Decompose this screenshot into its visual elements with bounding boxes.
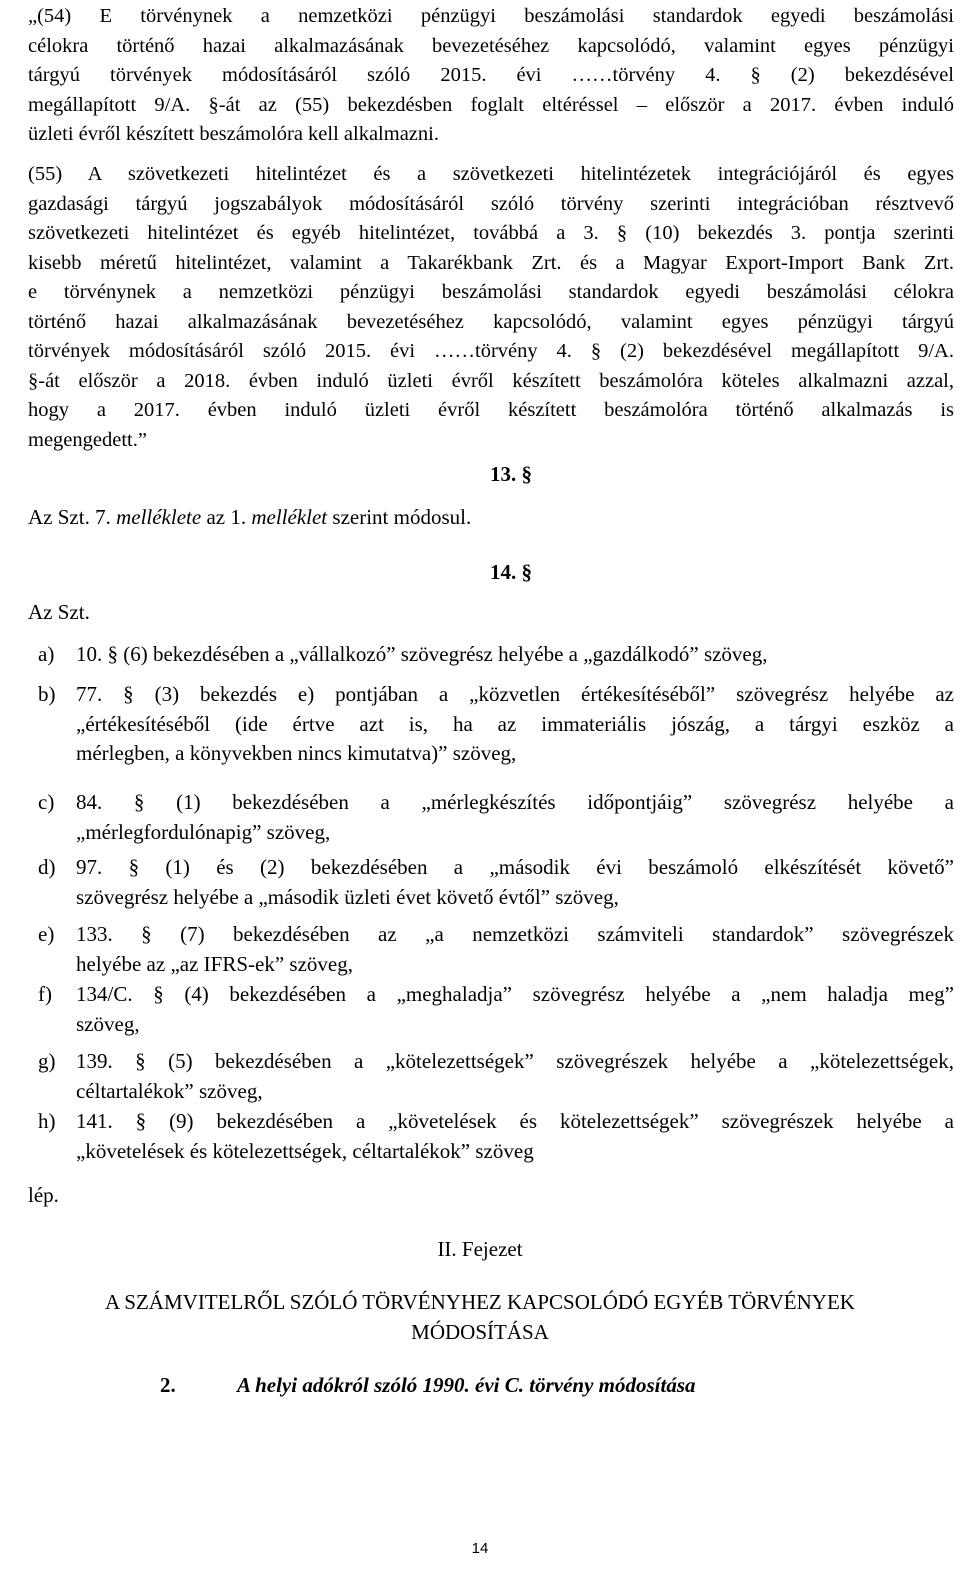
paragraph-line: szövetkezeti hitelintézet és egyéb hitelintézet, továbbá a 3. § (10) bekezdés 3. pontja szerinti bbox=[28, 222, 954, 244]
paragraph-line: §-át először a 2018. évben induló üzleti évről készített beszámolóra köteles alkalmazni azzal, bbox=[28, 369, 954, 392]
paragraph-line: megengedett.” bbox=[28, 428, 147, 451]
subsection-title bbox=[160, 1373, 696, 1398]
item-marker: a) bbox=[38, 642, 55, 666]
item-marker: h) bbox=[38, 1109, 56, 1133]
paragraph-line: célokra történő hazai alkalmazásának bevezetéséhez kapcsolódó, valamint egyes pénzügyi bbox=[28, 34, 954, 57]
paragraph-54 bbox=[28, 2, 954, 150]
chapter-title-line1: A SZÁMVITELRŐL SZÓLÓ TÖRVÉNYHEZ KAPCSOLÓDÓ EGYÉB TÖRVÉNYEK bbox=[105, 1290, 855, 1314]
item-line: szöveg, bbox=[76, 1011, 140, 1036]
item-line: 134/C. § (4) bekezdésében a „meghaladja” szövegrész helyébe a „nem haladja meg” bbox=[76, 982, 954, 1006]
item-line: „mérlegfordulónapig” szöveg, bbox=[76, 819, 331, 844]
item-line: mérlegben, a könyvekben nincs kimutatva)” szöveg, bbox=[76, 741, 517, 765]
item-marker: f) bbox=[38, 982, 52, 1006]
item-marker: g) bbox=[38, 1049, 56, 1073]
section-14-closing: lép. bbox=[28, 1183, 59, 1207]
paragraph-line: hogy a 2017. évben induló üzleti évről készített beszámolóra történő alkalmazás is bbox=[28, 399, 954, 421]
item-line: 139. § (5) bekezdésében a „kötelezettségek” szövegrészek helyébe a „kötelezettségek, bbox=[76, 1049, 954, 1073]
item-line: „követelések és kötelezettségek, céltartalékok” szöveg bbox=[76, 1138, 534, 1163]
paragraph-line: „(54) E törvénynek a nemzetközi pénzügyi beszámolási standardok egyedi beszámolási bbox=[28, 5, 954, 27]
section-13-text: Az Szt. 7. melléklete az 1. melléklet szerint módosul. bbox=[28, 505, 472, 529]
paragraph-line: megállapított 9/A. §-át az (55) bekezdésben foglalt eltéréssel – először a 2017. évben induló bbox=[28, 93, 954, 116]
paragraph-line: e törvénynek a nemzetközi pénzügyi beszámolási standardok egyedi beszámolási célokra bbox=[28, 281, 954, 303]
subsection-number: 2. bbox=[160, 1373, 176, 1397]
item-marker: b) bbox=[38, 682, 56, 706]
item-line: 10. § (6) bekezdésében a „vállalkozó” szövegrész helyébe a „gazdálkodó” szöveg, bbox=[76, 642, 768, 666]
page-number: 14 bbox=[471, 1540, 489, 1557]
item-line: 133. § (7) bekezdésében az „a nemzetközi számviteli standardok” szövegrészek bbox=[76, 922, 954, 946]
paragraph-line: kisebb méretű hitelintézet, valamint a Takarékbank Zrt. és a Magyar Export-Import Bank Zrt. bbox=[28, 251, 954, 274]
item-line: szövegrész helyébe a „második üzleti évet követő évtől” szöveg, bbox=[76, 884, 619, 909]
chapter-title-line2: MÓDOSÍTÁSA bbox=[411, 1320, 549, 1344]
item-line: 77. § (3) bekezdés e) pontjában a „közvetlen értékesítéséből” szövegrész helyébe az bbox=[76, 682, 954, 706]
paragraph-line: történő hazai alkalmazásának bevezetéséhez kapcsolódó, valamint egyes pénzügyi tárgyú bbox=[28, 310, 954, 333]
paragraph-55 bbox=[28, 160, 954, 455]
paragraph-line: üzleti évről készített beszámolóra kell alkalmazni. bbox=[28, 123, 439, 145]
chapter-label: II. Fejezet bbox=[437, 1237, 523, 1261]
paragraph-line: gazdasági tárgyú jogszabályok módosításáról szóló törvény szerinti integrációban résztvevő bbox=[28, 192, 954, 215]
paragraph-line: törvények módosításáról szóló 2015. évi ……törvény 4. § (2) bekezdésével megállapított 9/A. bbox=[28, 340, 954, 362]
paragraph-line: (55) A szövetkezeti hitelintézet és a szövetkezeti hitelintézetek integrációjáról és egyes bbox=[28, 163, 954, 185]
section-13-heading: 13. § bbox=[490, 462, 532, 486]
item-marker: c) bbox=[38, 790, 55, 814]
subsection-title-text: A helyi adókról szóló 1990. évi C. törvény módosítása bbox=[237, 1373, 696, 1397]
section-14-heading: 14. § bbox=[490, 560, 532, 584]
item-line: „értékesítéséből (ide értve azt is, ha az immateriális jószág, a tárgyi eszköz a bbox=[76, 711, 954, 736]
item-line: 141. § (9) bekezdésében a „követelések és kötelezettségek” szövegrészek helyébe a bbox=[76, 1109, 954, 1133]
item-line: 97. § (1) és (2) bekezdésében a „második évi beszámoló elkészítését követő” bbox=[76, 855, 954, 879]
section-14-intro: Az Szt. bbox=[28, 600, 90, 624]
item-line: 84. § (1) bekezdésében a „mérlegkészítés időpontjáig” szövegrész helyébe a bbox=[76, 790, 954, 814]
item-line: helyébe az „az IFRS-ek” szöveg, bbox=[76, 951, 353, 976]
item-line: céltartalékok” szöveg, bbox=[76, 1078, 263, 1103]
item-marker: e) bbox=[38, 922, 55, 946]
paragraph-line: tárgyú törvények módosításáról szóló 2015. évi ……törvény 4. § (2) bekezdésével bbox=[28, 64, 954, 86]
item-marker: d) bbox=[38, 855, 56, 879]
